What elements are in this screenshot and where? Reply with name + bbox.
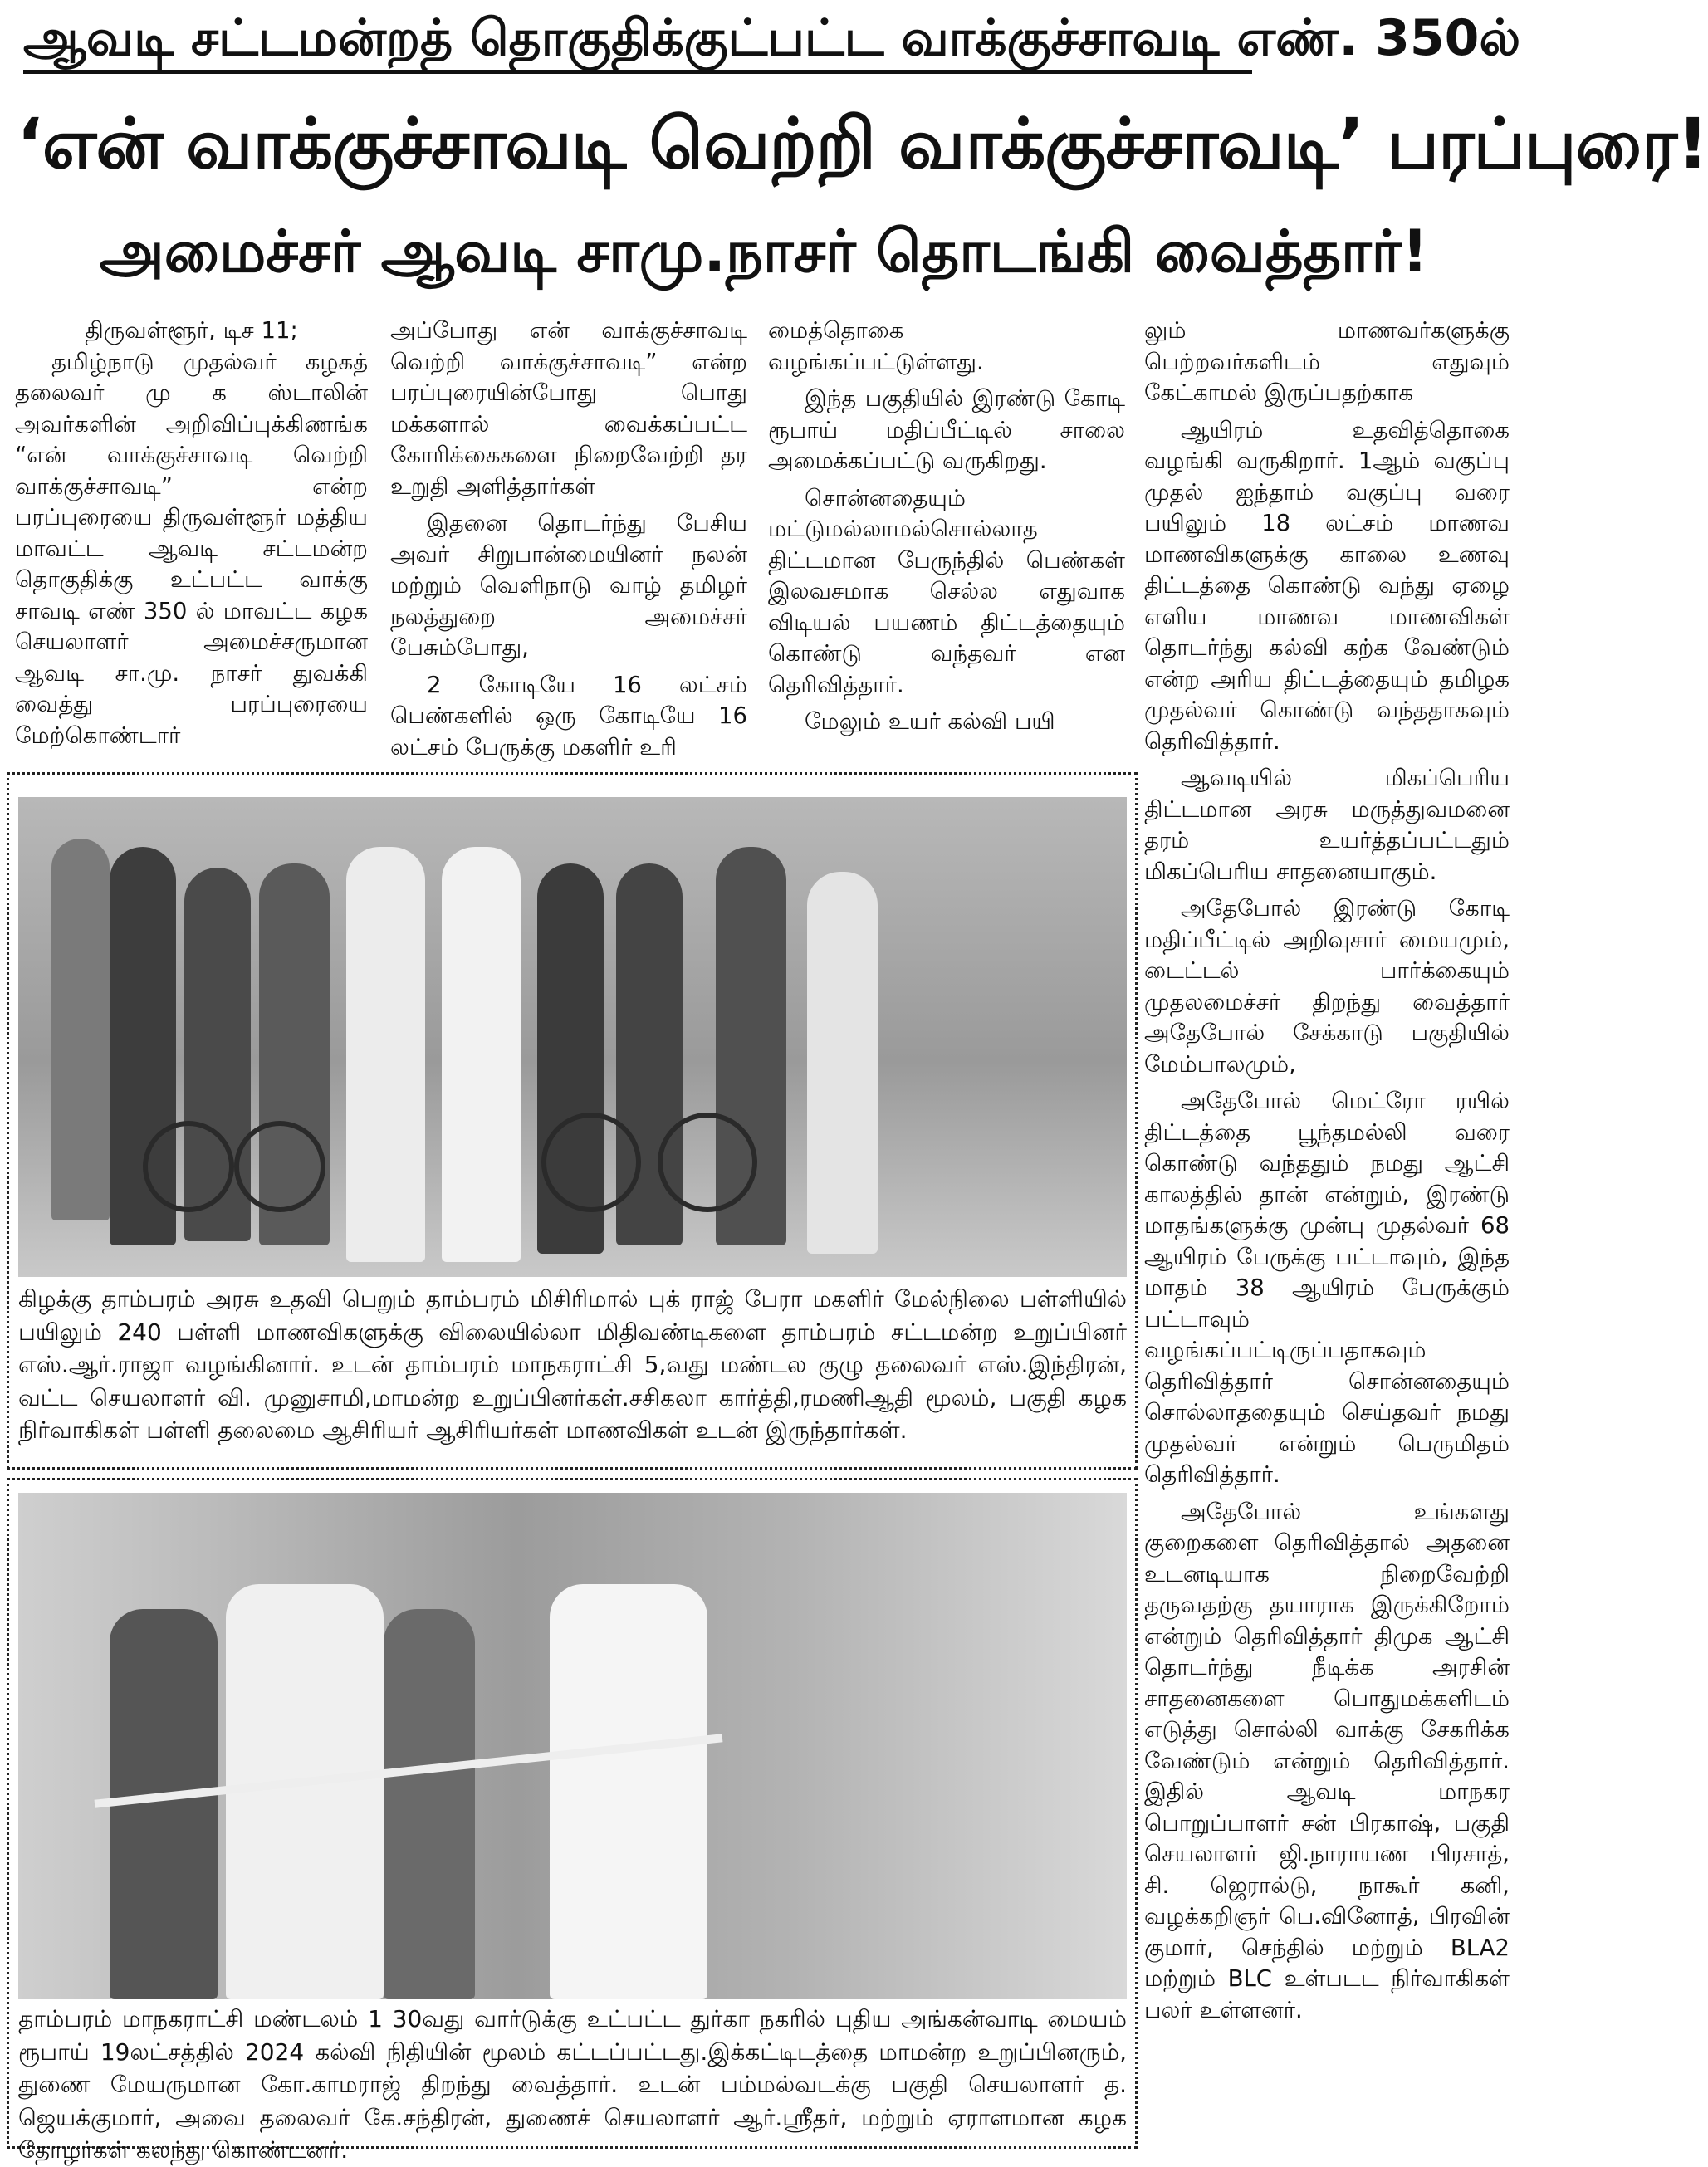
article-column-3 <box>768 316 1125 747</box>
paragraph: அதேபோல் இரண்டு கோடி மதிப்பீட்டில் அறிவுசார் மையமும், டைட்டல் பார்க்கையும் முதலமைச்சர் திறந்து வைத்தார் அதேபோல் சேக்காடு பகுதியில் மேம்பாலமும், <box>1144 895 1510 1078</box>
paragraph: சொன்னதையும் மட்டுமல்லாமல்சொல்லாத திட்டமான பேருந்தில் பெண்கள் இலவசமாக செல்ல எதுவாக விடியல் பயணம் திட்டத்தையும் கொண்டு வந்தவர் என தெரிவித்தார். <box>768 484 1125 698</box>
bicycle-distribution-photo <box>18 797 1127 1277</box>
bicycle-wheel <box>234 1121 325 1212</box>
paragraph: அதேபோல் மெட்ரோ ரயில் திட்டத்தை பூந்தமல்லி வரை கொண்டு வந்ததும் நமது ஆட்சி காலத்தில் தான் என்றும், இரண்டு மாதங்களுக்கு முன்பு முதல்வர் 68 ஆயிரம் பேருக்கு பட்டாவும், இந்த மாதம் 38 ஆயிரம் பேருக்கும் பட்டாவும் வழங்கப்பட்டிருப்பதாகவும் தெரிவித்தார் சொன்னதையும் சொல்லாததையும் செய்தவர் நமது முதல்வர் என்றும் பெருமிதம் தெரிவித்தார். <box>1144 1088 1510 1488</box>
person-figure <box>346 847 425 1262</box>
bicycle-wheel <box>658 1113 757 1212</box>
person-figure <box>442 847 521 1262</box>
anganwadi-inauguration-photo <box>18 1493 1127 1999</box>
person-figure <box>51 839 110 1220</box>
person-figure <box>807 872 878 1254</box>
headline: ‘என் வாக்குச்சாவடி வெற்றி வாக்குச்சாவடி’ பரப்புரை! <box>17 103 1708 184</box>
photo-caption-2: தாம்பரம் மாநகராட்சி மண்டலம் 1 30வது வார்டுக்கு உட்பட்ட துர்கா நகரில் புதிய அங்கன்வாடி மையம் ரூபாய் 19லட்சத்தில் 2024 கல்வி நிதியின் மூலம் கட்டப்பட்டது.இக்கட்டிடத்தை மாமன்ற உறுப்பினரும், துணை மேயருமான கோ.காமராஜ் திறந்து வைத்தார். உடன் பம்மல்வடக்கு பகுதி செயலாளர் த. ஜெயக்குமார், அவை தலைவர் கே.சந்திரன், துணைச் செயலாளர் ஆர்.ஸ்ரீதர், மற்றும் ஏராளமான கழக தோழர்கள் கலந்து கொண்டனர். <box>18 2005 1128 2164</box>
person-figure <box>384 1609 475 1999</box>
paragraph: அப்போது என் வாக்குச்சாவடி வெற்றி வாக்குச்சாவடி” என்ற பரப்புரையின்போது பொது மக்களால் வைக்கப்பட்ட கோரிக்கைகளை நிறைவேற்றி தர உறுதி அளித்தார்கள் <box>390 317 747 500</box>
article-column-4 <box>1144 316 1510 2142</box>
paragraph: லும் மாணவர்களுக்கு பெற்றவர்களிடம் எதுவும் கேட்காமல் இருப்பதற்காக <box>1144 317 1510 406</box>
person-figure <box>550 1584 707 1999</box>
article-column-2 <box>390 316 747 761</box>
paragraph: 2 கோடியே 16 லட்சம் பெண்களில் ஒரு கோடியே 16 லட்சம் பேருக்கு மகளிர் உரி <box>390 671 747 761</box>
article-column-1 <box>15 316 368 747</box>
paragraph: ஆவடியில் மிகப்பெரிய திட்டமான அரசு மருத்துவமனை தரம் உயர்த்தப்பட்டதும் மிகப்பெரிய சாதனையாகும். <box>1144 765 1510 885</box>
photo-caption-1: கிழக்கு தாம்பரம் அரசு உதவி பெறும் தாம்பரம் மிசிரிமால் புக் ராஜ் பேரா மகளிர் மேல்நிலை பள்ளியில் பயிலும் 240 பள்ளி மாணவிகளுக்கு விலையில்லா மிதிவண்டிகளை தாம்பரம் சட்டமன்ற உறுப்பினர் எஸ்.ஆர்.ராஜா வழங்கினார். உடன் தாம்பரம் மாநகராட்சி 5,வது மண்டல குழு தலைவர் எஸ்.இந்திரன், வட்ட செயலாளர் வி. முனுசாமி,மாமன்ற உறுப்பினர்கள்.சசிகலா கார்த்தி,ரமணிஆதி மூலம், பகுதி கழக நிர்வாகிகள் பள்ளி தலைமை ஆசிரியர் ஆசிரியர்கள் மாணவிகள் உடன் இருந்தார்கள். <box>18 1285 1127 1444</box>
paragraph: தமிழ்நாடு முதல்வர் கழகத் தலைவர் மு க ஸ்டாலின் அவர்களின் அறிவிப்புக்கிணங்க “என் வாக்குச்சாவடி வெற்றி வாக்குச்சாவடி” என்ற பரப்புரையை திருவள்ளூர் மத்திய மாவட்ட ஆவடி சட்டமன்ற தொகுதிக்கு உட்பட்ட வாக்கு சாவடி எண் 350 ல் மாவட்ட கழக செயலாளர் அமைச்சருமான ஆவடி சா.மு. நாசர் துவக்கி வைத்து பரப்புரையை மேற்கொண்டார் <box>15 348 368 749</box>
kicker: ஆவடி சட்டமன்றத் தொகுதிக்குட்பட்ட வாக்குச்சாவடி எண். 350ல் <box>23 8 1252 74</box>
dateline: திருவள்ளூர், டிச 11; <box>85 317 298 344</box>
paragraph: ஆயிரம் உதவித்தொகை வழங்கி வருகிறார். 1ஆம் வகுப்பு முதல் ஐந்தாம் வகுப்பு வரை பயிலும் 18 லட்சம் மாணவ மாணவிகளுக்கு காலை உணவு திட்டத்தை கொண்டு வந்து ஏழை எளிய மாணவ மாணவிகள் தொடர்ந்து கல்வி கற்க வேண்டும் என்ற அரிய திட்டத்தையும் தமிழக முதல்வர் கொண்டு வந்ததாகவும் தெரிவித்தார். <box>1144 416 1510 755</box>
paragraph: மேலும் உயர் கல்வி பயி <box>805 708 1055 735</box>
bicycle-wheel <box>143 1121 234 1212</box>
paragraph: அதேபோல் உங்களது குறைகளை தெரிவித்தால் அதனை உடனடியாக நிறைவேற்றி தருவதற்கு தயாராக இருக்கிறோம் என்றும் தெரிவித்தார் திமுக ஆட்சி தொடர்ந்து நீடிக்க அரசின் சாதனைகளை பொதுமக்களிடம் எடுத்து சொல்லி வாக்கு சேகரிக்க வேண்டும் என்றும் தெரிவித்தார். இதில் ஆவடி மாநகர பொறுப்பாளர் சன் பிரகாஷ், பகுதி செயலாளர் ஜி.நாராயண பிரசாத், சி. ஜெரால்டு, நாகூர் கனி, வழக்கறிஞர் பெ.வினோத், பிரவின் குமார், செந்தில் மற்றும் BLA2 மற்றும் BLC உள்படட நிர்வாகிகள் பலர் உள்ளனர். <box>1144 1498 1510 2023</box>
paragraph: இதனை தொடர்ந்து பேசிய அவர் சிறுபான்மையினர் நலன் மற்றும் வெளிநாடு வாழ் தமிழர் நலத்துறை அமைச்சர் பேசும்போது, <box>390 510 747 661</box>
paragraph: இந்த பகுதியில் இரண்டு கோடி ரூபாய் மதிப்பீட்டில் சாலை அமைக்கப்பட்டு வருகிறது. <box>768 385 1125 474</box>
paragraph: மைத்தொகை வழங்கப்பட்டுள்ளது. <box>768 317 984 375</box>
subheadline: அமைச்சர் ஆவடி சாமு.நாசர் தொடங்கி வைத்தார்! <box>99 218 1429 286</box>
bicycle-wheel <box>541 1113 641 1212</box>
